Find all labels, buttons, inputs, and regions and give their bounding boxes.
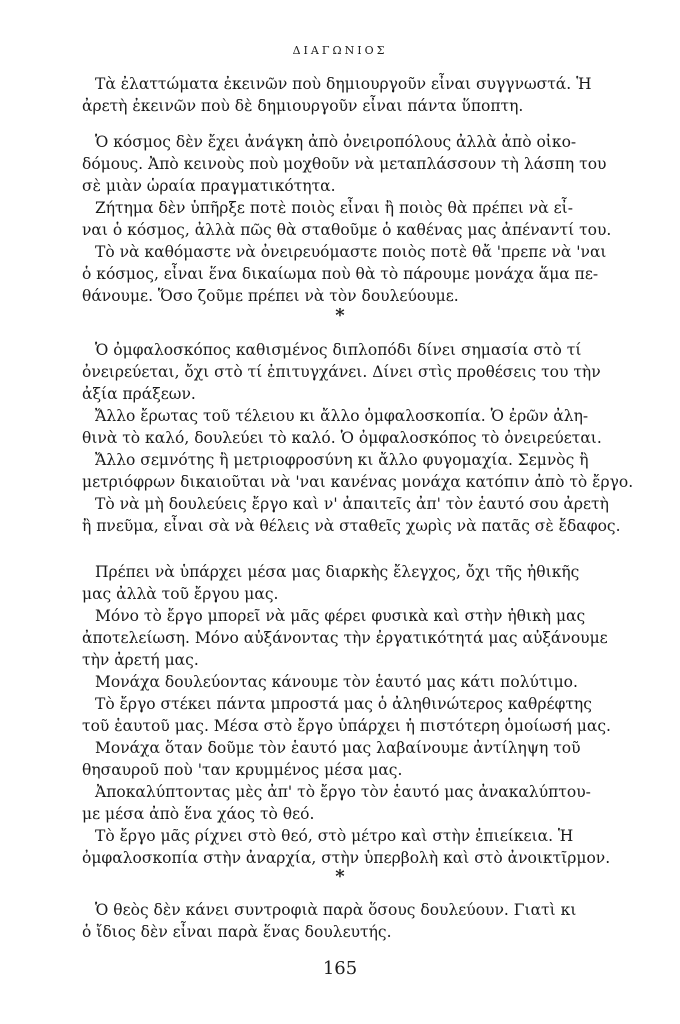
text-line: ἀξία πράξεων. xyxy=(82,385,196,403)
text-line: Τὸ νὰ μὴ δουλεύεις ἔργο καὶ ν' ἀπαιτεῖς ἀπ' τὸν ἑαυτό σου ἀρετὴ xyxy=(95,495,609,513)
page-number: 165 xyxy=(322,958,358,979)
text-line: Τὸ ἔργο στέκει πάντα μπροστά μας ὁ ἀληθινώτερος καθρέφτης xyxy=(95,695,592,713)
text-line: ὀνειρεύεται, ὄχι στὸ τί ἐπιτυγχάνει. Δίνει στὶς προθέσεις του τὴν xyxy=(82,363,601,381)
text-line: ὀμφαλοσκοπία στὴν ἀναρχία, στὴν ὑπερβολὴ καὶ στὸ ἀνοικτῖρμον. xyxy=(82,849,611,867)
text-line: θάνουμε. Ὅσο ζοῦμε πρέπει νὰ τὸν δουλεύουμε. xyxy=(82,287,459,305)
text-line: θινὰ τὸ καλό, δουλεύει τὸ καλό. Ὁ ὀμφαλοσκόπος τὸ ὀνειρεύεται. xyxy=(82,429,602,447)
text-line: ὁ κόσμος, εἶναι ἕνα δικαίωμα ποὺ θὰ τὸ πάρουμε μονάχα ἅμα πε- xyxy=(82,265,599,283)
text-line: μας ἀλλὰ τοῦ ἔργου μας. xyxy=(82,585,279,603)
text-line: ἀποτελείωση. Μόνο αὐξάνοντας τὴν ἐργατικότητά μας αὐξάνουμε xyxy=(82,629,608,647)
text-line: ἀρετὴ ἐκεινῶν ποὺ δὲ δημιουργοῦν εἶναι πάντα ὕποπτη. xyxy=(82,97,524,115)
section-separator: * xyxy=(335,866,345,887)
text-line: Ἀποκαλύπτοντας μὲς ἀπ' τὸ ἔργο τὸν ἑαυτό μας ἀνακαλύπτου- xyxy=(95,783,591,801)
text-line: δόμους. Ἀπὸ κεινοὺς ποὺ μοχθοῦν νὰ μεταπλάσσουν τὴ λάσπη του xyxy=(82,155,607,173)
text-line: Ζήτημα δὲν ὑπῆρξε ποτὲ ποιὸς εἶναι ἢ ποιὸς θὰ πρέπει νὰ εἶ- xyxy=(95,199,573,217)
section-separator: * xyxy=(335,305,345,326)
text-line: Ἄλλο ἔρωτας τοῦ τέλειου κι ἄλλο ὀμφαλοσκοπία. Ὁ ἐρῶν ἀλη- xyxy=(95,407,589,425)
text-line: Τὸ ἔργο μᾶς ρίχνει στὸ θεό, στὸ μέτρο καὶ στὴν ἐπιείκεια. Ἡ xyxy=(95,827,574,845)
text-line: Ὁ κόσμος δὲν ἔχει ἀνάγκη ἀπὸ ὀνειροπόλους ἀλλὰ ἀπὸ οἰκο- xyxy=(95,133,577,151)
text-line: Τὸ νὰ καθόμαστε νὰ ὀνειρευόμαστε ποιὸς ποτὲ θἄ 'πρεπε νὰ 'ναι xyxy=(95,243,607,261)
text-line: ἢ πνεῦμα, εἶναι σὰ νὰ θέλεις νὰ σταθεῖς χωρὶς νὰ πατᾶς σὲ ἔδαφος. xyxy=(82,517,621,535)
text-line: Ὁ θεὸς δὲν κάνει συντροφιὰ παρὰ ὅσους δουλεύουν. Γιατὶ κι xyxy=(95,901,577,919)
text-line: Τὰ ἐλαττώματα ἐκεινῶν ποὺ δημιουργοῦν εἶναι συγγνωστά. Ἡ xyxy=(95,75,592,93)
text-line: τὴν ἀρετή μας. xyxy=(82,651,199,669)
text-line: Μόνο τὸ ἔργο μπορεῖ νὰ μᾶς φέρει φυσικὰ καὶ στὴν ἠθικὴ μας xyxy=(95,607,586,625)
text-line: Μονάχα ὅταν δοῦμε τὸν ἑαυτό μας λαβαίνουμε ἀντίληψη τοῦ xyxy=(95,739,581,757)
running-header: ΔΙΑΓΩΝΙΟΣ xyxy=(292,44,388,57)
text-line: θησαυροῦ ποὺ 'ταν κρυμμένος μέσα μας. xyxy=(82,761,403,779)
text-line: Πρέπει νὰ ὑπάρχει μέσα μας διαρκὴς ἔλεγχος, ὄχι τῆς ἠθικῆς xyxy=(95,563,580,581)
text-line: τοῦ ἑαυτοῦ μας. Μέσα στὸ ἔργο ὑπάρχει ἡ πιστότερη ὁμοίωσή μας. xyxy=(82,717,611,735)
text-line: Ἄλλο σεμνότης ἢ μετριοφροσύνη κι ἄλλο φυγομαχία. Σεμνὸς ἢ xyxy=(95,451,589,469)
text-line: Ὁ ὀμφαλοσκόπος καθισμένος διπλοπόδι δίνει σημασία στὸ τί xyxy=(95,341,582,359)
text-line: με μέσα ἀπὸ ἕνα χάος τὸ θεό. xyxy=(82,805,315,823)
text-line: σὲ μιὰν ὡραία πραγματικότητα. xyxy=(82,177,336,195)
text-line: ὁ ἴδιος δὲν εἶναι παρὰ ἕνας δουλευτής. xyxy=(82,923,392,941)
text-line: Μονάχα δουλεύοντας κάνουμε τὸν ἑαυτό μας κάτι πολύτιμο. xyxy=(95,673,578,691)
text-line: μετριόφρων δικαιοῦται νὰ 'ναι κανένας μονάχα κατόπιν ἀπὸ τὸ ἔργο. xyxy=(82,473,634,491)
text-line: ναι ὁ κόσμος, ἀλλὰ πῶς θὰ σταθοῦμε ὁ καθένας μας ἀπέναντί του. xyxy=(82,221,612,239)
